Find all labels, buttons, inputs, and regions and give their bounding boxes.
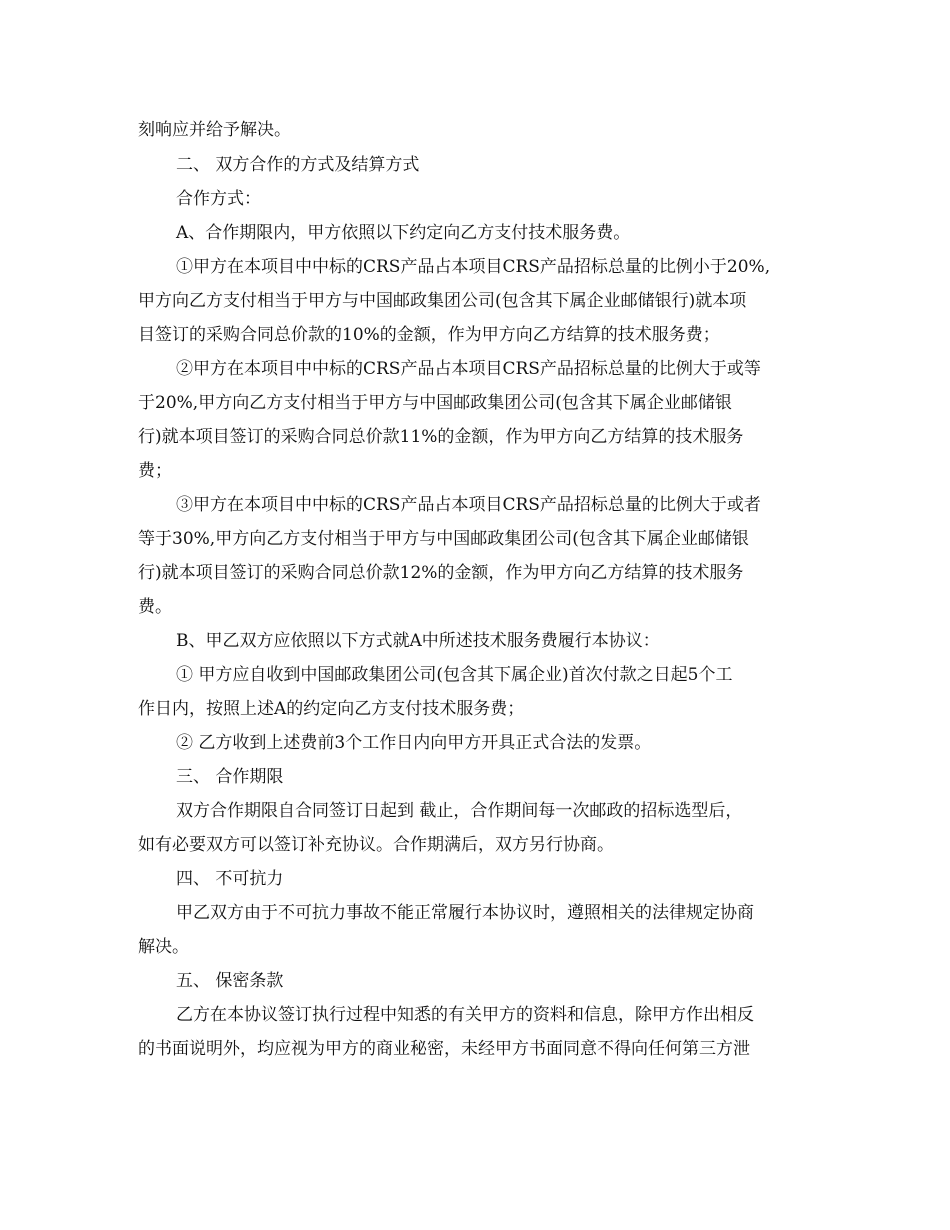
text-line: ①甲方在本项目中中标的CRS产品占本项目CRS产品招标总量的比例小于20%, [176,257,771,277]
text-line: B、甲乙双方应依照以下方式就A中所述技术服务费履行本协议： [176,631,660,651]
text-line: 作日内，按照上述A的约定向乙方支付技术服务费； [138,699,525,719]
text-line: 合作方式： [176,189,261,209]
text-line: 于20%,甲方向乙方支付相当于甲方与中国邮政集团公司(包含其下属企业邮储银 [138,393,732,413]
text-line: 费。 [138,597,172,617]
text-line: A、合作期限内，甲方依照以下约定向乙方支付技术服务费。 [176,223,631,243]
text-line: 甲乙双方由于不可抗力事故不能正常履行本协议时，遵照相关的法律规定协商 [176,903,754,923]
section-heading: 三、 合作期限 [176,767,284,787]
text-line: ② 乙方收到上述费前3个工作日内向甲方开具正式合法的发票。 [176,733,652,753]
section-heading: 二、 双方合作的方式及结算方式 [176,155,420,175]
text-line: 甲方向乙方支付相当于甲方与中国邮政集团公司(包含其下属企业邮储银行)就本项 [138,291,747,311]
text-line: 刻响应并给予解决。 [138,120,291,140]
text-line: ③甲方在本项目中中标的CRS产品占本项目CRS产品招标总量的比例大于或者 [176,495,761,515]
text-line: 目签订的采购合同总价款的10%的金额，作为甲方向乙方结算的技术服务费； [138,325,720,345]
text-line: 行)就本项目签订的采购合同总价款12%的金额，作为甲方向乙方结算的技术服务 [138,563,744,583]
text-line: 的书面说明外，均应视为甲方的商业秘密，未经甲方书面同意不得向任何第三方泄 [138,1039,750,1059]
text-line: ① 甲方应自收到中国邮政集团公司(包含其下属企业)首次付款之日起5个工 [176,665,733,685]
text-line: 双方合作期限自合同签订日起到 截止，合作期间每一次邮政的招标选型后， [176,801,743,821]
text-line: 费； [138,461,172,481]
text-line: 解决。 [138,937,189,957]
text-line: 如有必要双方可以签订补充协议。合作期满后，双方另行协商。 [138,835,614,855]
text-line: 等于30%,甲方向乙方支付相当于甲方与中国邮政集团公司(包含其下属企业邮储银 [138,529,749,549]
section-heading: 四、 不可抗力 [176,869,284,889]
text-line: ②甲方在本项目中中标的CRS产品占本项目CRS产品招标总量的比例大于或等 [176,359,761,379]
text-line: 乙方在本协议签订执行过程中知悉的有关甲方的资料和信息，除甲方作出相反 [176,1005,754,1025]
text-line: 行)就本项目签订的采购合同总价款11%的金额，作为甲方向乙方结算的技术服务 [138,427,744,447]
section-heading: 五、 保密条款 [176,971,284,991]
